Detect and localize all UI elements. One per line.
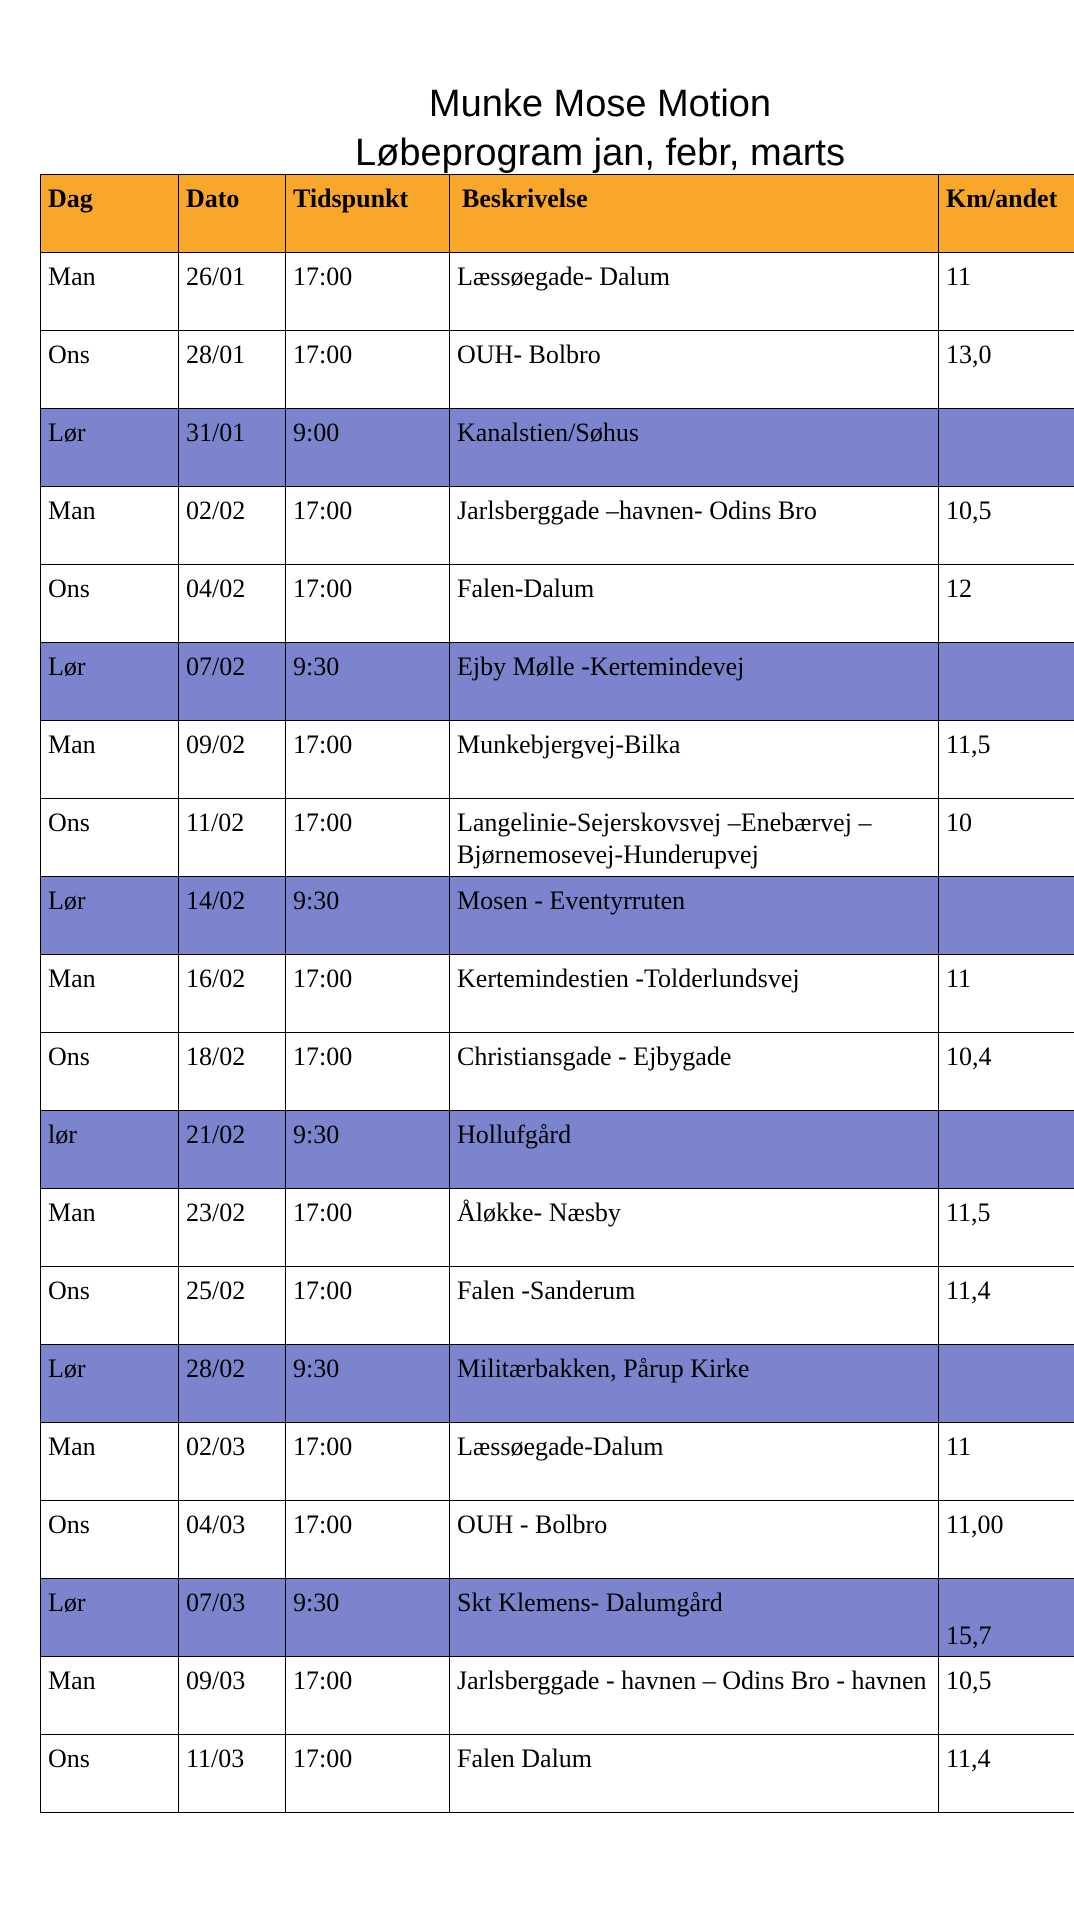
table-row	[41, 1033, 1074, 1111]
cell-beskrivelse: Kanalstien/Søhus	[450, 409, 939, 487]
cell-beskrivelse: Åløkke- Næsby	[450, 1189, 939, 1267]
cell-tidspunkt: 9:30	[286, 643, 450, 721]
cell-dag: Man	[41, 1423, 179, 1501]
table-header-row	[41, 175, 1074, 253]
cell-dato: 23/02	[179, 1189, 286, 1267]
cell-km: 12	[939, 565, 1074, 643]
cell-dato: 04/02	[179, 565, 286, 643]
cell-tidspunkt: 17:00	[286, 799, 450, 877]
cell-tidspunkt: 17:00	[286, 1735, 450, 1813]
cell-beskrivelse: Falen-Dalum	[450, 565, 939, 643]
cell-beskrivelse: Jarlsberggade - havnen – Odins Bro - havnen	[450, 1657, 939, 1735]
table-row	[41, 1657, 1074, 1735]
cell-km: 13,0	[939, 331, 1074, 409]
table-row	[41, 1735, 1074, 1813]
cell-tidspunkt: 17:00	[286, 1423, 450, 1501]
cell-tidspunkt: 17:00	[286, 1657, 450, 1735]
table-row	[41, 721, 1074, 799]
cell-beskrivelse: OUH - Bolbro	[450, 1501, 939, 1579]
cell-dag: Lør	[41, 1579, 179, 1657]
cell-beskrivelse: Ejby Mølle -Kertemindevej	[450, 643, 939, 721]
cell-dag: Ons	[41, 1267, 179, 1345]
cell-dag: Man	[41, 721, 179, 799]
cell-km: 11,4	[939, 1735, 1074, 1813]
cell-dato: 18/02	[179, 1033, 286, 1111]
cell-tidspunkt: 17:00	[286, 253, 450, 331]
cell-km	[939, 877, 1074, 955]
cell-dato: 09/02	[179, 721, 286, 799]
table-row	[41, 799, 1074, 877]
cell-dag: Ons	[41, 565, 179, 643]
table-row	[41, 1423, 1074, 1501]
header-km: Km/andet	[939, 175, 1074, 253]
table-body	[41, 253, 1074, 1813]
cell-tidspunkt: 17:00	[286, 565, 450, 643]
cell-dag: Ons	[41, 1033, 179, 1111]
cell-tidspunkt: 17:00	[286, 1189, 450, 1267]
cell-dato: 28/02	[179, 1345, 286, 1423]
cell-dato: 02/02	[179, 487, 286, 565]
cell-km: 11	[939, 253, 1074, 331]
cell-beskrivelse: Munkebjergvej-Bilka	[450, 721, 939, 799]
cell-dag: Man	[41, 487, 179, 565]
cell-beskrivelse: Langelinie-Sejerskovsvej –Enebærvej –Bjørnemosevej-Hunderupvej	[450, 799, 939, 877]
cell-tidspunkt: 9:30	[286, 1111, 450, 1189]
cell-dag: Lør	[41, 877, 179, 955]
title-line-2: Løbeprogram jan, febr, marts	[355, 132, 845, 174]
cell-dato: 28/01	[179, 331, 286, 409]
cell-km	[939, 1111, 1074, 1189]
cell-beskrivelse: Falen Dalum	[450, 1735, 939, 1813]
table-row	[41, 1501, 1074, 1579]
cell-tidspunkt: 17:00	[286, 1033, 450, 1111]
table-row	[41, 487, 1074, 565]
cell-beskrivelse: Militærbakken, Pårup Kirke	[450, 1345, 939, 1423]
table-row	[41, 1267, 1074, 1345]
cell-dato: 16/02	[179, 955, 286, 1033]
header-dag: Dag	[41, 175, 179, 253]
table-row	[41, 253, 1074, 331]
cell-dato: 04/03	[179, 1501, 286, 1579]
cell-dag: Man	[41, 1657, 179, 1735]
table-row	[41, 1345, 1074, 1423]
cell-beskrivelse: Hollufgård	[450, 1111, 939, 1189]
cell-beskrivelse: Læssøegade-Dalum	[450, 1423, 939, 1501]
cell-tidspunkt: 17:00	[286, 331, 450, 409]
header-beskrivelse: Beskrivelse	[450, 175, 939, 253]
cell-dato: 11/02	[179, 799, 286, 877]
header-dato: Dato	[179, 175, 286, 253]
cell-beskrivelse: Skt Klemens- Dalumgård	[450, 1579, 939, 1657]
cell-dato: 31/01	[179, 409, 286, 487]
table-row	[41, 1189, 1074, 1267]
cell-tidspunkt: 17:00	[286, 487, 450, 565]
cell-beskrivelse: Christiansgade - Ejbygade	[450, 1033, 939, 1111]
cell-km	[939, 643, 1074, 721]
cell-tidspunkt: 17:00	[286, 721, 450, 799]
cell-dato: 21/02	[179, 1111, 286, 1189]
cell-km: 11,4	[939, 1267, 1074, 1345]
title-line-1: Munke Mose Motion	[428, 83, 772, 125]
cell-tidspunkt: 9:30	[286, 1579, 450, 1657]
cell-dag: Ons	[41, 799, 179, 877]
cell-dag: Lør	[41, 1345, 179, 1423]
cell-dag: Lør	[41, 643, 179, 721]
cell-beskrivelse: Falen -Sanderum	[450, 1267, 939, 1345]
cell-dato: 07/03	[179, 1579, 286, 1657]
cell-km: 10,4	[939, 1033, 1074, 1111]
cell-km: 11,5	[939, 721, 1074, 799]
cell-dag: Man	[41, 955, 179, 1033]
running-program-table	[40, 174, 1074, 1813]
cell-km: 10	[939, 799, 1074, 877]
cell-dag: Ons	[41, 331, 179, 409]
table-row	[41, 955, 1074, 1033]
cell-km	[939, 409, 1074, 487]
cell-dag: Ons	[41, 1735, 179, 1813]
cell-beskrivelse: Jarlsberggade –havnen- Odins Bro	[450, 487, 939, 565]
cell-km: 15,7	[939, 1579, 1074, 1657]
cell-dag: Lør	[41, 409, 179, 487]
cell-km: 11	[939, 1423, 1074, 1501]
cell-tidspunkt: 9:30	[286, 1345, 450, 1423]
table-row	[41, 643, 1074, 721]
table-row	[41, 331, 1074, 409]
cell-dato: 14/02	[179, 877, 286, 955]
table-row	[41, 877, 1074, 955]
cell-tidspunkt: 17:00	[286, 1267, 450, 1345]
table-row	[41, 1579, 1074, 1657]
header-tidspunkt: Tidspunkt	[286, 175, 450, 253]
cell-beskrivelse: Kertemindestien -Tolderlundsvej	[450, 955, 939, 1033]
cell-dato: 07/02	[179, 643, 286, 721]
table-row	[41, 1111, 1074, 1189]
cell-dato: 25/02	[179, 1267, 286, 1345]
cell-dag: Ons	[41, 1501, 179, 1579]
table-row	[41, 565, 1074, 643]
cell-km: 11,5	[939, 1189, 1074, 1267]
cell-tidspunkt: 9:00	[286, 409, 450, 487]
cell-km: 10,5	[939, 487, 1074, 565]
cell-km	[939, 1345, 1074, 1423]
cell-dag: lør	[41, 1111, 179, 1189]
cell-beskrivelse: OUH- Bolbro	[450, 331, 939, 409]
cell-km: 11,00	[939, 1501, 1074, 1579]
cell-tidspunkt: 17:00	[286, 1501, 450, 1579]
cell-km: 11	[939, 955, 1074, 1033]
cell-km: 10,5	[939, 1657, 1074, 1735]
document-title	[0, 80, 1074, 178]
cell-dag: Man	[41, 1189, 179, 1267]
cell-dag: Man	[41, 253, 179, 331]
cell-dato: 11/03	[179, 1735, 286, 1813]
cell-dato: 26/01	[179, 253, 286, 331]
cell-beskrivelse: Læssøegade- Dalum	[450, 253, 939, 331]
cell-tidspunkt: 9:30	[286, 877, 450, 955]
cell-dato: 09/03	[179, 1657, 286, 1735]
cell-dato: 02/03	[179, 1423, 286, 1501]
cell-beskrivelse: Mosen - Eventyrruten	[450, 877, 939, 955]
table-row	[41, 409, 1074, 487]
cell-tidspunkt: 17:00	[286, 955, 450, 1033]
